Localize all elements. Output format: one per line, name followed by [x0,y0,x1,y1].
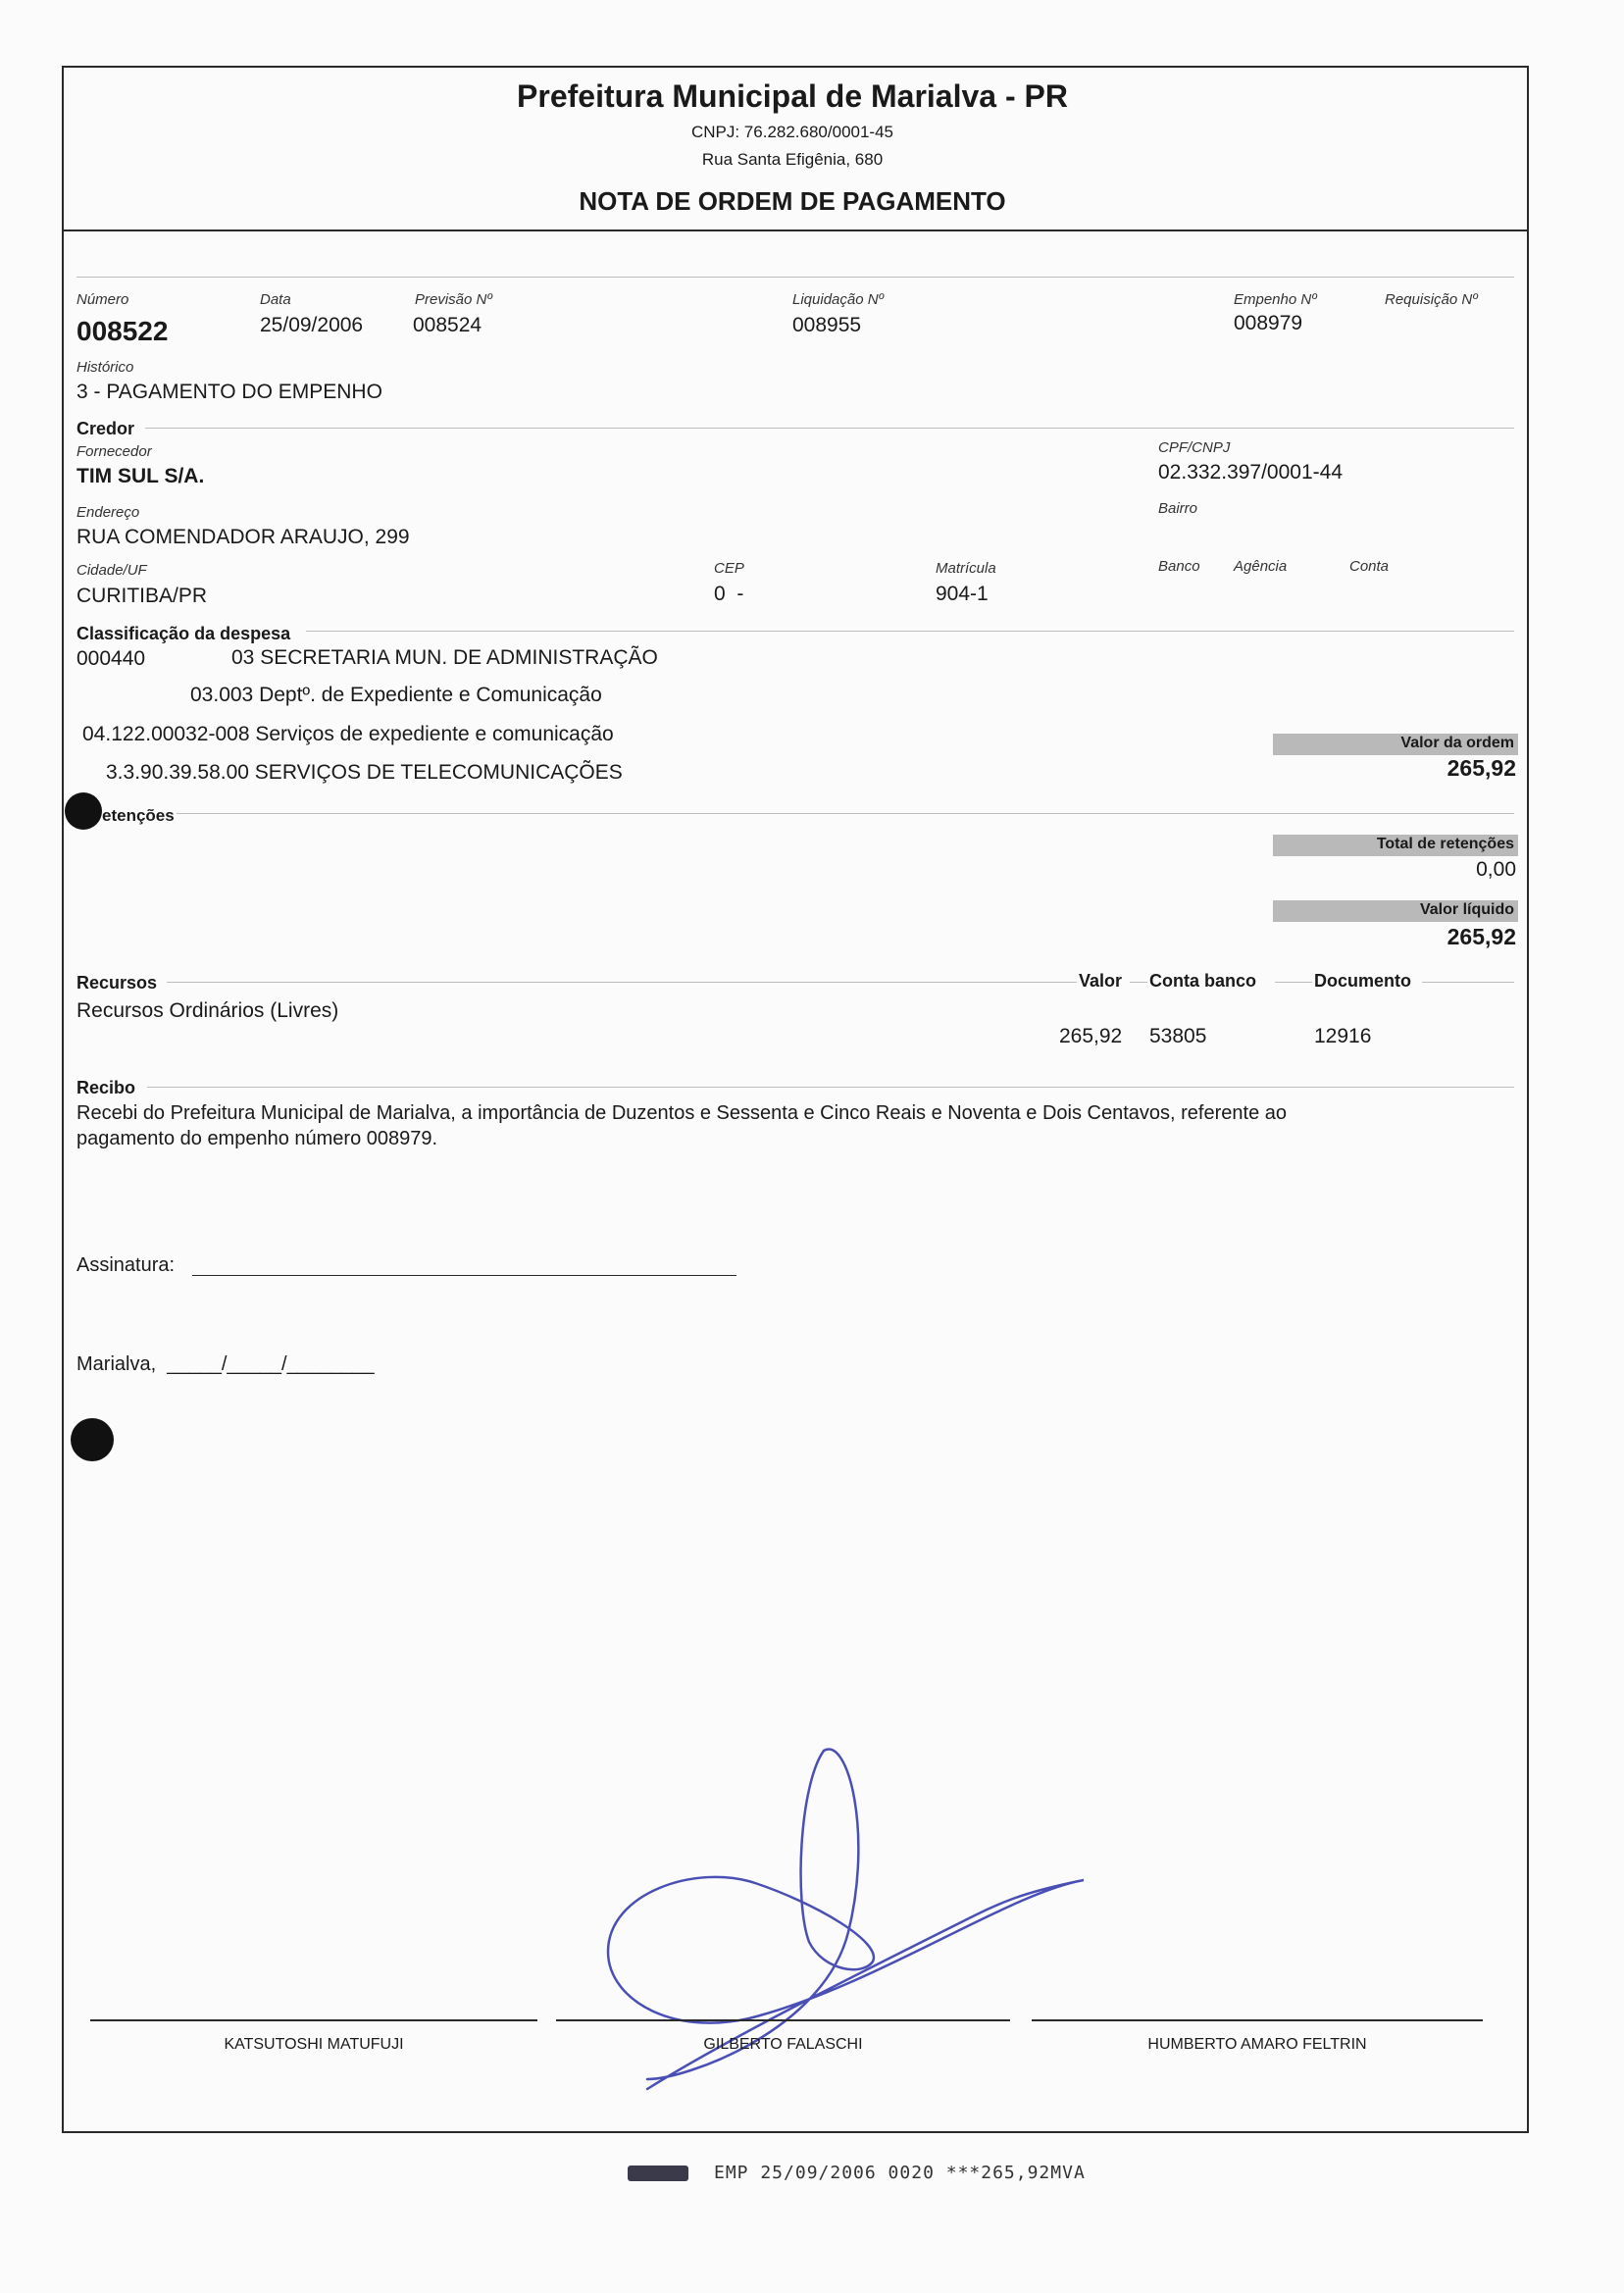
assinatura-label: Assinatura: [76,1254,176,1276]
cnpj-text: CNPJ: 76.282.680/0001-45 [690,123,894,141]
divider [177,813,1514,814]
cep-value: 0 - [714,583,744,605]
address-text: Rua Santa Efigênia, 680 [701,150,884,169]
divider [1422,982,1514,983]
historico-label: Histórico [76,359,134,376]
requisicao-label: Requisição Nº [1385,291,1478,308]
liquidacao-label: Liquidação Nº [792,291,885,308]
fornecedor-label: Fornecedor [76,443,152,460]
historico-value: 3 - PAGAMENTO DO EMPENHO [76,381,382,403]
machine-stamp-mark [628,2166,688,2181]
valor-ordem-value: 265,92 [1446,755,1516,781]
signatory-2: GILBERTO FALASCHI [703,2036,863,2053]
punch-hole-top [65,792,102,830]
divider [145,428,1514,429]
cidade-value: CURITIBA/PR [76,585,208,607]
cpf-value: 02.332.397/0001-44 [1158,461,1344,484]
credor-section: Credor [76,419,135,438]
endereco-value: RUA COMENDADOR ARAUJO, 299 [76,526,410,548]
punch-hole-bottom [71,1418,114,1461]
recibo-text-line1: Recebi do Prefeitura Municipal de Marialva, a importância de Duzentos e Sessenta e Cinco Reais e Noventa e Dois Centavos, referente ao [76,1102,1287,1124]
divider [167,982,1077,983]
divider [76,277,1514,278]
recursos-valor: 265,92 [1059,1025,1123,1047]
endereco-label: Endereço [76,504,140,521]
divider [1275,982,1312,983]
page-title: Prefeitura Municipal de Marialva - PR [517,78,1068,114]
banco-label: Banco [1158,558,1200,575]
signatory-3: HUMBERTO AMARO FELTRIN [1147,2036,1367,2053]
retencoes-section: etenções [102,806,175,825]
classificacao-section: Classificação da despesa [76,624,291,643]
fornecedor-value: TIM SUL S/A. [76,465,205,487]
data-value: 25/09/2006 [260,314,364,336]
valor-ordem-label: Valor da ordem [1400,735,1514,751]
signature-line-1 [90,2019,537,2021]
conta-label: Conta [1349,558,1390,575]
classificacao-line3: 04.122.00032-008 Serviços de expediente e comunicação [82,723,614,745]
cidade-label: Cidade/UF [76,562,147,579]
liquidacao-value: 008955 [792,314,862,336]
divider [147,1087,1514,1088]
total-retencoes-label: Total de retenções [1376,836,1514,852]
total-retencoes-value: 0,00 [1476,858,1516,881]
empenho-value: 008979 [1234,312,1303,334]
recursos-conta-label: Conta banco [1149,971,1257,991]
local-data: Marialva, _____/_____/________ [76,1353,375,1375]
previsao-label: Previsão Nº [415,291,492,308]
recursos-documento: 12916 [1314,1025,1372,1047]
classificacao-line2: 03.003 Deptº. de Expediente e Comunicação [190,684,602,706]
numero-label: Número [76,291,129,308]
previsao-value: 008524 [413,314,482,336]
recursos-conta: 53805 [1149,1025,1207,1047]
header-separator [62,229,1529,231]
valor-liquido-label: Valor líquido [1419,901,1514,918]
data-label: Data [260,291,291,308]
classificacao-line4: 3.3.90.39.58.00 SERVIÇOS DE TELECOMUNICAÇÕES [106,761,623,784]
recibo-text-line2: pagamento do empenho número 008979. [76,1128,438,1149]
valor-liquido-value: 265,92 [1446,924,1516,949]
machine-stamp: EMP 25/09/2006 0020 ***265,92MVA [714,2163,1086,2183]
empenho-label: Empenho Nº [1234,291,1317,308]
recibo-section: Recibo [76,1078,136,1097]
signature-line-2 [556,2019,1010,2021]
valor-liquido-bar [1273,900,1518,922]
recursos-valor-label: Valor [1079,971,1123,991]
divider [306,631,1514,632]
recursos-item: Recursos Ordinários (Livres) [76,999,339,1022]
divider [1130,982,1147,983]
valor-ordem-bar [1273,734,1518,755]
recursos-documento-label: Documento [1314,971,1411,991]
numero-value: 008522 [76,316,169,346]
classificacao-code: 000440 [76,647,146,670]
classificacao-line1: 03 SECRETARIA MUN. DE ADMINISTRAÇÃO [231,646,658,669]
recursos-section: Recursos [76,973,158,993]
matricula-value: 904-1 [936,583,989,605]
assinatura-line [192,1275,736,1276]
signatory-1: KATSUTOSHI MATUFUJI [224,2036,404,2053]
matricula-label: Matrícula [936,560,996,577]
cpf-label: CPF/CNPJ [1158,439,1231,456]
bairro-label: Bairro [1158,500,1198,517]
cep-label: CEP [714,560,744,577]
total-retencoes-bar [1273,835,1518,856]
document-title: NOTA DE ORDEM DE PAGAMENTO [579,186,1006,216]
agencia-label: Agência [1234,558,1288,575]
signature-line-3 [1032,2019,1483,2021]
